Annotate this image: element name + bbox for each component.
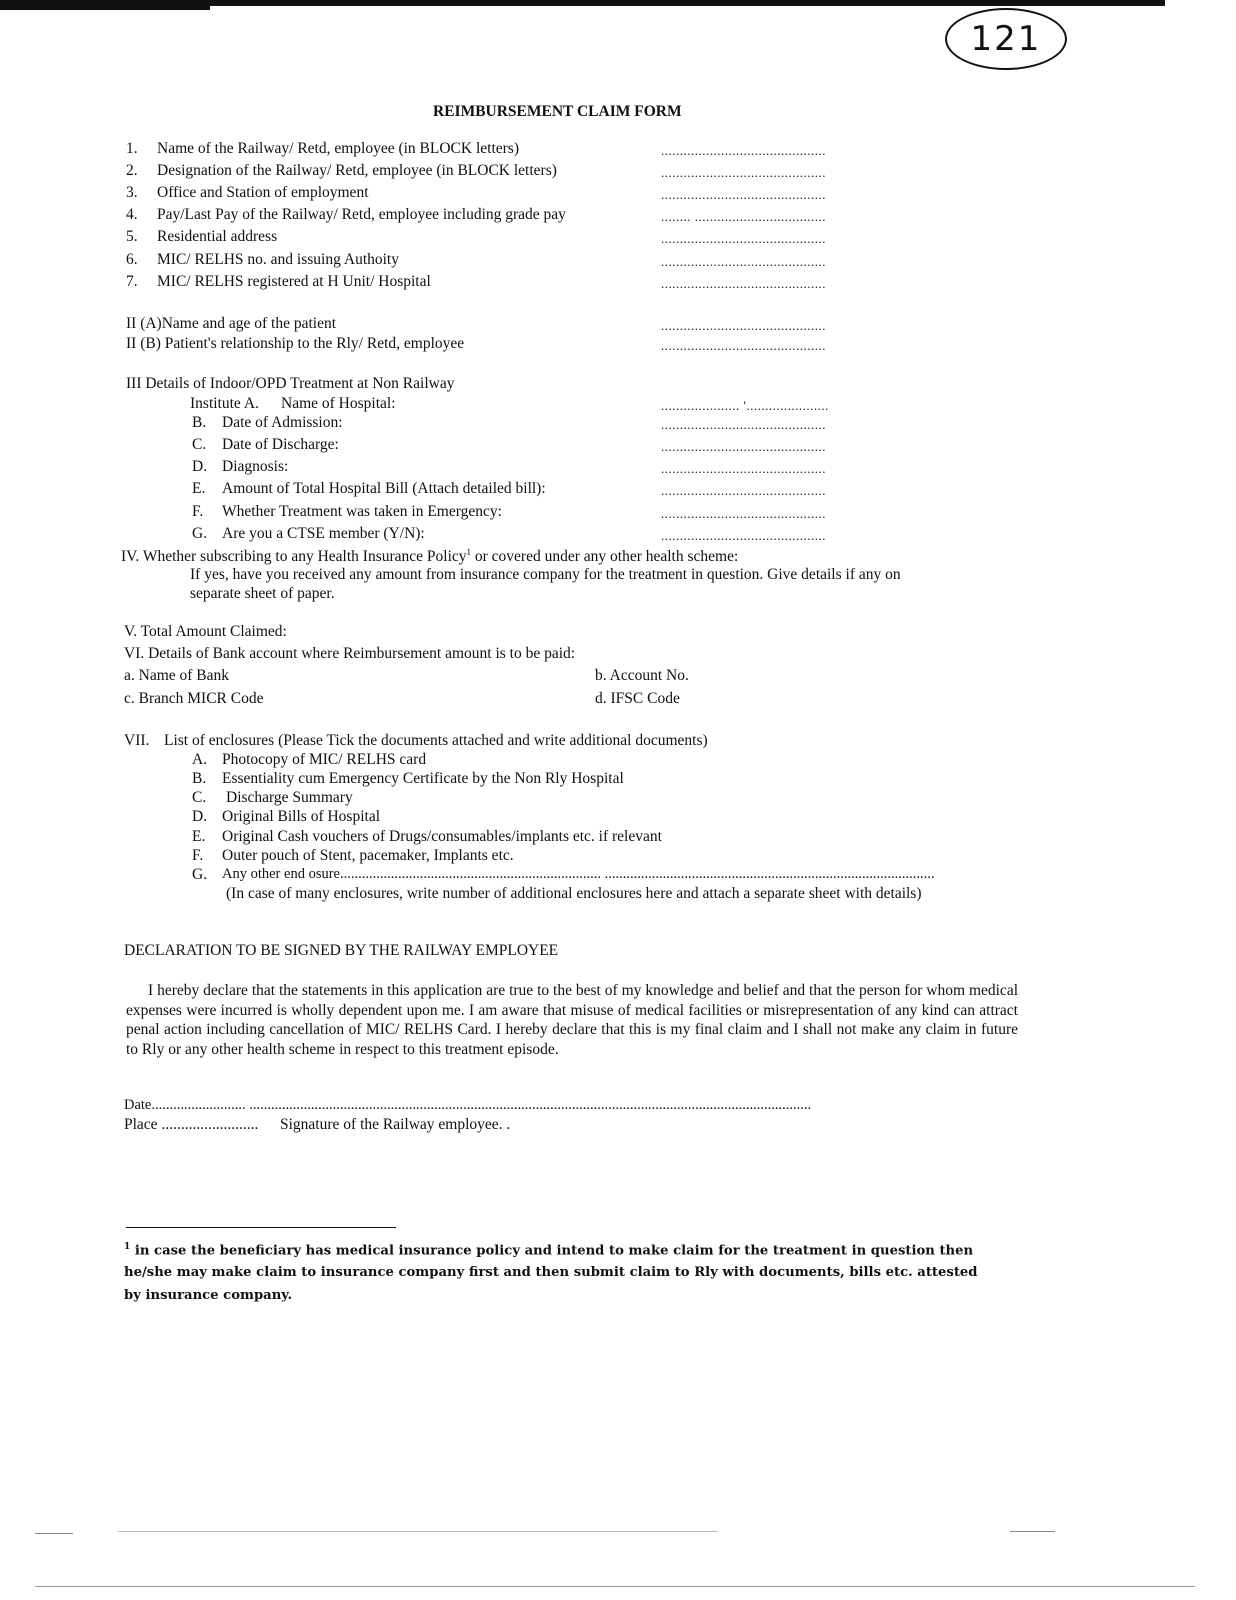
declaration-text: I hereby declare that the statements in this application are true to the best of my knowledge and belief and that the person for whom medical expenses were incurred is wholly dependent upon me. I am aware that misuse of medical facilities or misrepresentation of any kind can attract penal action including cancellation of MIC/ RELHS Card. I hereby declare that this is my final claim and I shall not make any claim in future to Rly or any other health scheme in respect to this treatment episode. [126, 982, 1018, 1058]
item-label: Original Cash vouchers of Drugs/consumables/implants etc. if relevant [222, 828, 662, 845]
place-field[interactable]: Place ......................... [124, 1116, 259, 1133]
item-label: Date of Admission: [222, 414, 343, 431]
item-label[interactable]: Any other end osure........................................................................ ........................................................................................... [222, 866, 935, 882]
item-label: Original Bills of Hospital [222, 808, 381, 825]
fill-in-blank[interactable]: ..................... '...................... [661, 398, 829, 413]
fill-in-blank[interactable]: ............................................ [661, 461, 826, 476]
fill-in-blank[interactable]: ............................................ [661, 338, 826, 353]
item-letter: F. [192, 503, 204, 520]
item-number: 1. [126, 140, 138, 157]
scan-artifact [1010, 1531, 1055, 1532]
form-title: REIMBURSEMENT CLAIM FORM [433, 103, 682, 120]
item-label: Diagnosis: [222, 458, 289, 475]
item-number: 7. [126, 273, 138, 290]
fill-in-blank[interactable]: ............................................ [661, 143, 826, 158]
insurance-question-text-2: or covered under any other health scheme: [471, 548, 739, 566]
insurance-question [121, 547, 738, 566]
item-label: Amount of Total Hospital Bill (Attach detailed bill): [222, 480, 546, 497]
item-label: Name of the Railway/ Retd, employee (in BLOCK letters) [157, 140, 520, 157]
item-label: Residential address [157, 228, 278, 245]
fill-in-blank[interactable]: ............................................ [661, 528, 826, 543]
fill-in-blank[interactable]: ............................................ [661, 417, 826, 432]
footnote-marker: 1 [466, 547, 472, 557]
fill-in-blank[interactable]: ............................................ [661, 439, 826, 454]
item-label: Photocopy of MIC/ RELHS card [222, 751, 427, 768]
ifsc-code-label: d. IFSC Code [595, 690, 680, 707]
item-number: 6. [126, 251, 138, 268]
enclosures-heading: List of enclosures (Please Tick the documents attached and write additional documents) [164, 732, 708, 749]
bank-name-label: a. Name of Bank [124, 667, 230, 684]
patient-relationship-label: II (B) Patient's relationship to the Rly/ Retd, employee [126, 335, 465, 352]
item-label: Are you a CTSE member (Y/N): [222, 525, 425, 542]
item-number: 3. [126, 184, 138, 201]
enclosures-note: (In case of many enclosures, write number of additional enclosures here and attach a separate sheet with details) [226, 885, 922, 902]
item-letter: E. [192, 480, 206, 497]
item-label: MIC/ RELHS registered at H Unit/ Hospital [157, 273, 431, 290]
declaration-heading: DECLARATION TO BE SIGNED BY THE RAILWAY EMPLOYEE [124, 942, 559, 959]
footnote-line-1 [124, 1242, 973, 1258]
fill-in-blank[interactable]: ............................................ [661, 276, 826, 291]
item-letter: A. [192, 751, 208, 768]
insurance-details-text-2: separate sheet of paper. [190, 585, 335, 602]
scan-artifact [35, 1533, 73, 1534]
fill-in-blank[interactable]: ........ ................................... [661, 209, 826, 224]
item-label: Outer pouch of Stent, pacemaker, Implants etc. [222, 847, 514, 864]
micr-code-label: c. Branch MICR Code [124, 690, 264, 707]
item-letter: B. [192, 414, 207, 431]
fill-in-blank[interactable]: ............................................ [661, 483, 826, 498]
fill-in-blank[interactable]: ............................................ [661, 318, 826, 333]
top-border-rule-thick [0, 6, 210, 10]
insurance-details-text: If yes, have you received any amount from insurance company for the treatment in question. Give details if any on [190, 566, 901, 583]
total-amount-claimed-label: V. Total Amount Claimed: [124, 623, 287, 640]
account-no-label: b. Account No. [595, 667, 689, 684]
item-number: 4. [126, 206, 138, 223]
section-3-heading: III Details of Indoor/OPD Treatment at Non Railway [126, 375, 455, 392]
fill-in-blank[interactable]: ............................................ [661, 231, 826, 246]
fill-in-blank[interactable]: ............................................ [661, 254, 826, 269]
page-number: 121 [970, 19, 1042, 59]
footnote-line-2: he/she may make claim to insurance company first and then submit claim to Rly with documents, bills etc. attested [124, 1265, 978, 1280]
item-label: Essentiality cum Emergency Certificate by the Non Rly Hospital [222, 770, 624, 787]
patient-name-label: II (A)Name and age of the patient [126, 315, 337, 332]
footnote-line-3: by insurance company. [124, 1288, 293, 1303]
footnote-marker: 1 [124, 1242, 131, 1252]
bank-details-heading: VI. Details of Bank account where Reimbursement amount is to be paid: [124, 645, 576, 662]
fill-in-blank[interactable]: ............................................ [661, 165, 826, 180]
footnote-divider [126, 1227, 396, 1228]
signature-label: Signature of the Railway employee. . [280, 1116, 511, 1133]
item-letter: D. [192, 458, 208, 475]
item-label: Date of Discharge: [222, 436, 339, 453]
footnote-text: in case the beneficiary has medical insurance policy and intend to make claim for the treatment in question then [130, 1243, 974, 1259]
item-label: MIC/ RELHS no. and issuing Authoity [157, 251, 399, 268]
item-letter: D. [192, 808, 208, 825]
item-number: 2. [126, 162, 138, 179]
item-letter: F. [192, 847, 204, 864]
item-number: 5. [126, 228, 138, 245]
date-field[interactable]: Date.......................... ........................................................................................................................................................... [124, 1097, 812, 1113]
item-letter: C. [192, 436, 207, 453]
item-letter: B. [192, 770, 207, 787]
item-letter: C. [192, 789, 207, 806]
page-number-circle [945, 8, 1067, 70]
enclosures-heading-number: VII. [124, 732, 150, 749]
item-label: Whether Treatment was taken in Emergency: [222, 503, 502, 520]
item-label: Pay/Last Pay of the Railway/ Retd, employee including grade pay [157, 206, 566, 223]
item-letter: G. [192, 866, 208, 883]
item-letter: E. [192, 828, 206, 845]
institute-label: Institute A. [190, 395, 259, 412]
item-label: Discharge Summary [226, 789, 353, 806]
scan-artifact [35, 1586, 1195, 1587]
insurance-question-text: IV. Whether subscribing to any Health Insurance Policy [121, 548, 467, 566]
fill-in-blank[interactable]: ............................................ [661, 187, 826, 202]
item-label: Office and Station of employment [157, 184, 369, 201]
item-label: Designation of the Railway/ Retd, employee (in BLOCK letters) [157, 162, 557, 179]
fill-in-blank[interactable]: ............................................ [661, 506, 826, 521]
item-letter: G. [192, 525, 208, 542]
scan-artifact [118, 1531, 718, 1532]
item-label: Name of Hospital: [281, 395, 396, 412]
